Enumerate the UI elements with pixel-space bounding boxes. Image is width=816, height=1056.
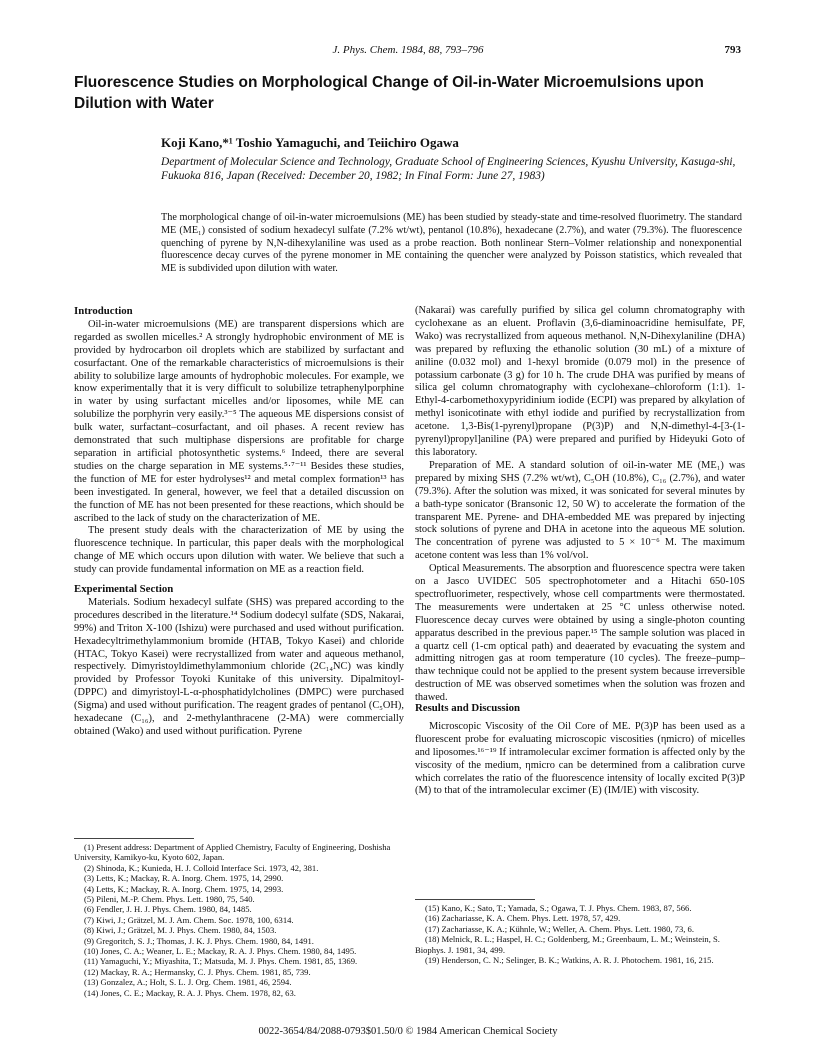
page-number: 793 [724,44,741,56]
footnote-entry: (8) Kiwi, J.; Grätzel, M. J. Phys. Chem. 1980, 84, 1503. [84,925,277,936]
footnote-entry: (5) Pileni, M.-P. Chem. Phys. Lett. 1980, 75, 540. [84,894,255,905]
results-paragraph: Microscopic Viscosity of the Oil Core of ME. P(3)P has been used as a fluorescent probe for evaluating microscopic viscosities (ηmicro) of micelles and liposomes.¹⁶⁻¹⁹ If intramolecular excimer formation is affected only by the viscosity of the medium, ηmicro can be determined from a calibration curve which correlates the ratio of the fluorescence intensity of locally excited P(3)P (M) to that of the intramolecular excimer (E) (IM/IE) with viscosity. [415,720,745,797]
optical-paragraph: Optical Measurements. The absorption and fluorescence spectra were taken on a Jasco UVIDEC 505 spectrophotometer and a Hitachi 650-10S spectrofluorimeter, respectively, whose cell compartments were thermostated. The measurements were undertaken at 25 °C unless otherwise noted. Fluorescence decay curves were obtained by using a single-photon counting apparatus described in the previous paper.¹⁵ The sample solution was placed in a quartz cell (1-cm optical path) and deaerated by evacuating the system and admitting nitrogen gas at room temperature (10 cycles). The freeze–pump–thaw technique could not be applied to the present system because irreversible destruction of ME was observed sometimes when the solution was frozen and thawed. [415,563,745,704]
copyright-footer: 0022-3654/84/2088-0793$01.50/0 © 1984 American Chemical Society [258,1026,558,1037]
footnote-entry: (6) Fendler, J. H. J. Phys. Chem. 1980, 84, 1485. [84,904,252,915]
footnote-entry: (19) Henderson, C. N.; Selinger, B. K.; Watkins, A. R. J. Photochem. 1981, 16, 215. [425,955,714,966]
intro-paragraph-1: Oil-in-water microemulsions (ME) are transparent dispersions which are regarded as swollen micelles.² A strongly hydrophobic environment of ME is provided by hydrocarbon oil droplets which are stabilized by surfactant and cosurfactant. One of the remarkable characteristics of microemulsions is their ability to solubilize large amounts of hydrophobic molecules. For example, we know experimentally that it is very difficult to solubilize tetraphenylporphine in water by using surfactant micelles and/or liposomes, while ME can solubilize the porphyrin very easily.³⁻⁵ The aqueous ME dispersions consist of bulk water, surfactant–cosurfactant, and oil phases. A recent review has demonstrated that such multiphase dispersions are profitable for charge separation in artificial photosynthetic systems.⁶ Indeed, there are several studies on the charge separation in ME systems.⁵·⁷⁻¹¹ Besides these studies, the function of ME for ester hydrolyses¹² and metal complex formation¹³ has been investigated. In general, however, we feel that a detailed discussion on the function of ME has not been presented for these reactions, which should be ascribed to the lack of study on the characterization of ME. [74,318,404,524]
left-column [74,305,404,739]
footnote-entry: (3) Letts, K.; Mackay, R. A. Inorg. Chem. 1975, 14, 2990. [84,873,284,884]
footnote-entry: (4) Letts, K.; Mackay, R. A. Inorg. Chem. 1975, 14, 2993. [84,883,284,894]
right-column [415,305,745,705]
authors: Koji Kano,*¹ Toshio Yamaguchi, and Teiichiro Ogawa [161,135,459,150]
footnote-entry: (18) Melnick, R. L.; Haspel, H. C.; Goldenberg, M.; Greenbaum, L. M.; Weinstein, S. Biophys. J. 1981, 34, 499. [415,934,720,955]
article-title: Fluorescence Studies on Morphological Change of Oil-in-Water Microemulsions upon Dilution with Water [74,74,704,112]
footnote-entry: (1) Present address: Department of Applied Chemistry, Faculty of Engineering, Doshisha University, Kamikyo-ku, Kyoto 602, Japan. [74,842,391,863]
footnote-entry: (7) Kiwi, J.; Grätzel, M. J. Am. Chem. Soc. 1978, 100, 6314. [84,914,294,925]
footnote-entry: (9) Gregoritch, S. J.; Thomas, J. K. J. Phys. Chem. 1980, 84, 1491. [84,935,314,946]
footnote-entry: (13) Gonzalez, A.; Holt, S. L. J. Org. Chem. 1981, 46, 2594. [84,977,292,988]
footnotes-right [415,903,745,965]
results-heading: Results and Discussion [415,702,521,714]
journal-reference: J. Phys. Chem. 1984, 88, 793–796 [332,44,484,56]
materials-continued: (Nakarai) was carefully purified by silica gel column chromatography with cyclohexane as an eluent. Proflavin (3,6-diaminoacridine hemisulfate, PF, Wako) was recrystallized from aqueous methanol. N,N-Dihexylaniline (DHA) was prepared by refluxing the ethanolic solution (30 mL) of a mixture of aniline (0.032 mol) and 1-hexyl bromide (0.079 mol) in the presence of potassium carbonate (3 g) for 10 h. The crude DHA was purified by means of silica gel column chromatography with cyclohexane–chloroform (1:1). 1-Ethyl-4-carbomethoxypyridinium iodide (ECPI) was prepared by alkylation of methyl isonicotinate with ethyl iodide and purified by recrystallization from acetone. 1,3-Bis(1-pyrenyl)propane (P(3)P) and N,N-dimethyl-4-[3-(1-pyrenyl)propyl]aniline (PA) were prepared and purified by Hideyuki Goto of this laboratory. [415,305,745,458]
preparation-paragraph: Preparation of ME. A standard solution of oil-in-water ME (ME₁) was prepared by mixing SHS (7.2% wt/wt), C₅OH (10.8%), C₁₆ (2.7%), and water (79.3%). After the solution was mixed, it was sonicated for several minutes by a bath-type sonicator (Bransonic 12, 50 W) to accelerate the formation of the transparent ME. Pyrene- and DHA-embedded ME was prepared by injecting stock solutions of pyrene and DHA in acetone into the aqueous ME solution. The concentration of pyrene was adjusted to 5 × 10⁻⁶ M. The maximum acetone content was less than 1% vol/vol. [415,459,745,562]
results-section [415,702,745,798]
footnotes-left [74,842,404,998]
footnote-rule-right [415,899,535,900]
intro-paragraph-2: The present study deals with the characterization of ME by using the fluorescence technique. In particular, this paper deals with the morphological change of ME which occurs upon dilution with water. We believe that such a study can provide fundamental information on ME as a reaction field. [74,525,404,576]
affiliation: Department of Molecular Science and Technology, Graduate School of Engineering Sciences, Kyushu University, Kasuga-shi, Fukuoka 816, Japan (Received: December 20, 1982; In Final Form: June 27, 1983) [161,156,736,182]
experimental-heading: Experimental Section [74,583,174,596]
footnote-entry: (10) Jones, C. A.; Weaner, L. E.; Mackay, R. A. J. Phys. Chem. 1980, 84, 1495. [84,946,357,957]
introduction-heading: Introduction [74,305,133,317]
running-header [0,44,816,58]
footnote-entry: (2) Shinoda, K.; Kunieda, H. J. Colloid Interface Sci. 1973, 42, 381. [84,862,319,873]
footnote-entry: (16) Zachariasse, K. A. Chem. Phys. Lett. 1978, 57, 429. [425,913,621,924]
footnote-rule-left [74,838,194,839]
abstract: The morphological change of oil-in-water microemulsions (ME) has been studied by steady-state and time-resolved fluorimetry. The standard ME (ME₁) consisted of sodium hexadecyl sulfate (7.2% wt/wt), pentanol (10.8%), hexadecane (2.7%), and water (79.3%). The fluorescence quenching of pyrene by N,N-dihexylaniline was used as a probe reaction. Both nonlinear Stern–Volmer relationship and nonexponential fluorescence decay curves of the pyrene monomer in ME containing the quencher were analyzed by Poisson statistics, which revealed that ME is subdivided upon dilution with water. [161,212,742,275]
materials-paragraph: Materials. Sodium hexadecyl sulfate (SHS) was prepared according to the procedures described in the literature.¹⁴ Sodium dodecyl sulfate (SDS, Nakarai, 99%) and Triton X-100 (Ishizu) were purchased and used without purification. Hexadecyltrimethylammonium bromide (HTAB, Tokyo Kasei) and chloride (HTAC, Tokyo Kasei) were recrystallized from water and aqueous methanol, respectively. Dimyristoyldimethylammonium chloride (2C₁₄NC) was kindly provided by Professor Toyoki Kunitake of this university. Dipalmitoyl- (DPPC) and dimyristoyl-L-α-phosphatidylcholines (DMPC) were purchased (Sigma) and used without purification. The reagent grades of pentanol (C₅OH), hexadecane (C₁₆), and 2-methylanthracene (2-MA) were commercially obtained (Wako) and used without purification. Pyrene [74,596,404,737]
footnote-entry: (11) Yamaguchi, Y.; Miyashita, T.; Matsuda, M. J. Phys. Chem. 1981, 85, 1369. [84,956,358,967]
footnote-entry: (15) Kano, K.; Sato, T.; Yamada, S.; Ogawa, T. J. Phys. Chem. 1983, 87, 566. [425,903,692,913]
footnote-entry: (14) Jones, C. E.; Mackay, R. A. J. Phys. Chem. 1978, 82, 63. [84,987,296,998]
footnote-entry: (12) Mackay, R. A.; Hermansky, C. J. Phys. Chem. 1981, 85, 739. [84,966,311,977]
footnote-entry: (17) Zachariasse, K. A.; Kühnle, W.; Weller, A. Chem. Phys. Lett. 1980, 73, 6. [425,923,694,934]
